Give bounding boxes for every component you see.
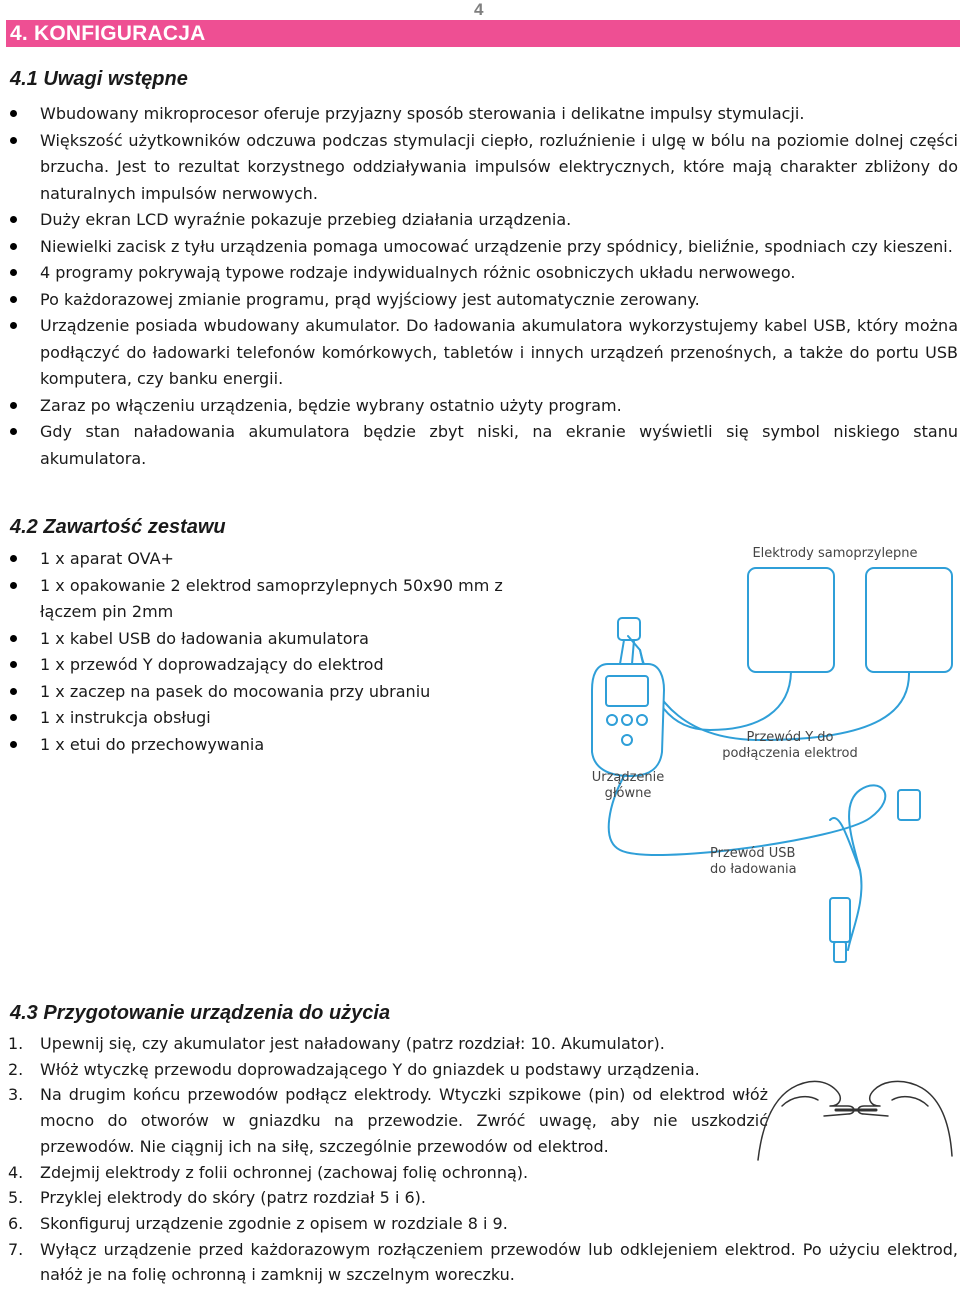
- kit-diagram: [560, 540, 958, 985]
- bullet-icon: [10, 243, 17, 250]
- bullet-icon: [10, 402, 17, 409]
- label-electrodes: Elektrody samoprzylepne: [752, 546, 918, 561]
- chapter-title: 4. KONFIGURACJA: [10, 22, 206, 45]
- list-item: Większość użytkowników odczuwa podczas stymulacji ciepło, rozluźnienie i ulgę w bólu na poziomie dolnej części brzucha. Jest to rezultat korzystnego oddziaływania impulsów elektrycznych, które mają charakter zbliżony do naturalnych impulsów nerwowych.: [8, 128, 958, 208]
- kit-illustration: [560, 540, 958, 985]
- electrode-left-icon: [748, 568, 834, 672]
- bullet-icon: [10, 296, 17, 303]
- list-item: Urządzenie posiada wbudowany akumulator. Do ładowania akumulatora wykorzystujemy kabel USB, który można podłączyć do ładowarki telefonów komórkowych, tabletów i innych urządzeń przenośnych, a także do portu USB komputera, czy banku energii.: [8, 313, 958, 393]
- list-item: 4 programy pokrywają typowe rodzaje indywidualnych różnic osobniczych układu nerwowego.: [8, 260, 958, 287]
- left-hand-icon: [758, 1081, 854, 1160]
- hands-connecting-illustration: [752, 1066, 958, 1164]
- bullet-icon: [10, 741, 17, 748]
- bullet-icon: [10, 428, 17, 435]
- list-item: 1 x etui do przechowywania: [8, 732, 538, 759]
- bullet-icon: [10, 661, 17, 668]
- bullet-icon: [10, 635, 17, 642]
- page-number: 4: [474, 0, 484, 19]
- list-item: Gdy stan naładowania akumulatora będzie zbyt niski, na ekranie wyświetli się symbol niskiego stanu akumulatora.: [8, 419, 958, 472]
- list-item: 6. Skonfiguruj urządzenie zgodnie z opisem w rozdziale 8 i 9.: [8, 1213, 508, 1233]
- bullet-icon: [10, 582, 17, 589]
- list-item: 1. Upewnij się, czy akumulator jest naładowany (patrz rozdział: 10. Akumulator).: [8, 1034, 665, 1053]
- usb-module-icon: [898, 790, 920, 820]
- section-title-4-3: 4.3 Przygotowanie urządzenia do użycia: [10, 1002, 391, 1024]
- list-item: 1 x aparat OVA+: [8, 546, 538, 573]
- list-item: 1 x instrukcja obsługi: [8, 705, 538, 732]
- list-item: 1 x zaczep na pasek do mocowania przy ubraniu: [8, 679, 538, 706]
- usb-plug-icon: [830, 898, 850, 942]
- bullet-icon: [10, 216, 17, 223]
- hands-sketch: [752, 1066, 958, 1164]
- list-item: Zaraz po włączeniu urządzenia, będzie wybrany ostatnio użyty program.: [8, 393, 958, 420]
- bullet-icon: [10, 269, 17, 276]
- label-usb-cable: Przewód USB do ładowania: [710, 846, 797, 877]
- bullet-icon: [10, 555, 17, 562]
- label-y-cable: Przewód Y do podłączenia elektrod: [722, 730, 858, 761]
- bullet-icon: [10, 714, 17, 721]
- list-item: 5. Przyklej elektrody do skóry (patrz rozdział 5 i 6).: [8, 1188, 426, 1208]
- list-item: Duży ekran LCD wyraźnie pokazuje przebieg działania urządzenia.: [8, 207, 958, 234]
- electrode-right-icon: [866, 568, 952, 672]
- bullet-icon: [10, 322, 17, 329]
- list-item: 1 x przewód Y doprowadzający do elektrod: [8, 652, 538, 679]
- list-item: Wbudowany mikroprocesor oferuje przyjazny sposób sterowania i delikatne impulsy stymulacji.: [8, 101, 958, 128]
- list-item: 7. Wyłącz urządzenie przed każdorazowym rozłączeniem przewodów lub odklejeniem elektrod. Po użyciu elektrod, nałóż je na folię ochronną i zamknij w szczelnym woreczku.: [8, 1239, 958, 1285]
- section-title-4-1: 4.1 Uwagi wstępne: [10, 68, 188, 90]
- list-item: 4. Zdejmij elektrody z folii ochronnej (zachowaj folię ochronną).: [8, 1162, 529, 1182]
- kit-contents-list: [8, 546, 538, 758]
- notes-list: [8, 101, 958, 472]
- section-title-4-2: 4.2 Zawartość zestawu: [10, 516, 226, 538]
- bullet-icon: [10, 110, 17, 117]
- list-item: 1 x opakowanie 2 elektrod samoprzylepnych 50x90 mm z łączem pin 2mm: [8, 573, 532, 626]
- list-item: Po każdorazowej zmianie programu, prąd wyjściowy jest automatycznie zerowany.: [8, 287, 958, 314]
- chapter-header-bar: [6, 20, 960, 47]
- list-item: 2. Włóż wtyczkę przewodu doprowadzającego Y do gniazdek u podstawy urządzenia.: [8, 1059, 700, 1079]
- list-item: 3. Na drugim końcu przewodów podłącz elektrody. Wtyczki szpikowe (pin) od elektrod włóż mocno do otworów w gniazdku na przewodzie. Zwróć uwagę, aby nie uszkodzić przewodów. Nie ciągnij ich na siłę, szczególnie przewodów od elektrod.: [8, 1085, 768, 1156]
- list-item: 1 x kabel USB do ładowania akumulatora: [8, 626, 538, 653]
- label-main-unit: Urządzenie główne: [591, 770, 665, 801]
- right-hand-icon: [858, 1081, 952, 1156]
- bullet-icon: [10, 137, 17, 144]
- list-item: Niewielki zacisk z tyłu urządzenia pomaga umocować urządzenie przy spódnicy, bieliźnie, spodniach czy kieszeni.: [8, 234, 958, 261]
- main-device-icon: [592, 664, 664, 776]
- bullet-icon: [10, 688, 17, 695]
